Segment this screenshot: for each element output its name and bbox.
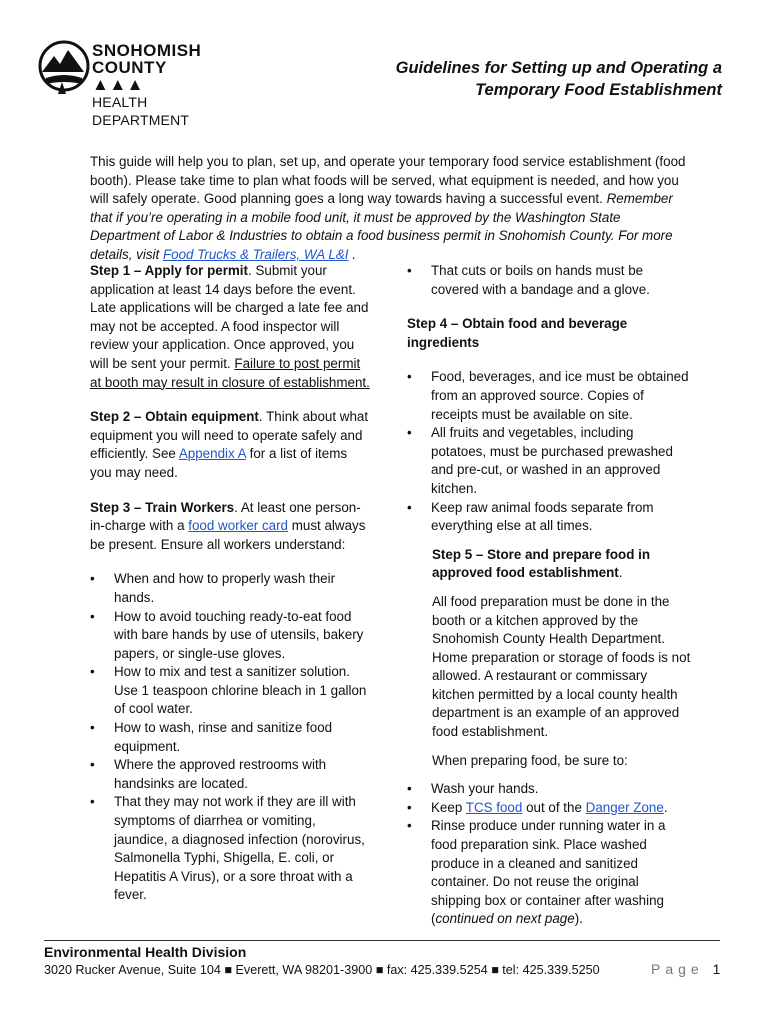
right-column [407,262,692,929]
step5-prep-intro: When preparing food, be sure to: [432,752,628,768]
appendix-a-link[interactable]: Appendix A [178,446,246,462]
step5-paragraph: All food preparation must be done in the booth or a kitchen approved by the Snohomish County Health Department. Home preparation or storage of foods is not allowed. A restaurant or commissary kitchen permitted by a local county health department is an example of an approved food establishment. [432,593,691,740]
step1-body: . Submit your application at least 14 days before the event. Late applications will be charged a late fee and may not be accepted. A food inspector will review your application. Once approved, you will be sent your permit. [90,263,369,371]
step3-heading: Step 3 – Train Workers [90,499,235,515]
step1-section [90,262,372,392]
step3-body-end: must always be present. Ensure all workers understand: [90,518,366,552]
page-number: Page 1 [651,961,721,977]
list-item: • How to wash, rinse and sanitize food equipment. [90,720,333,754]
list-item: • Rinse produce under running water in a food preparation sink. Place washed produce in a cleaned and sanitized container. Do not reuse the original shipping box or container after washing (continued on next page). [407,818,666,927]
title-line-2: Temporary Food Establishment [475,81,722,99]
list-item: • Wash your hands. [407,781,539,797]
step3-body: . At least one person-in-charge with a [90,499,361,534]
step4-bullet-list [407,368,692,535]
tcs-food-link[interactable]: TCS food [465,799,523,815]
county-logo [38,38,218,128]
logo-line-health-department: HEALTH DEPARTMENT [92,94,190,128]
step2-section [90,408,372,482]
intro-italic-note: Remember that if you’re operating in a mobile food unit, it must be approved by the Washington State Department of Labor & Industries to obtain a food business permit in Snohomish County. For more details, visit [90,191,673,262]
list-item: • When and how to properly wash their hands. [90,571,336,605]
list-item: • How to mix and test a sanitizer solution. Use 1 teaspoon chlorine bleach in 1 gallon of cool water. [90,664,367,717]
title-line-1: Guidelines for Setting up and Operating a [395,59,722,77]
step5-heading: Step 5 – Store and prepare food in approved food establishment. [432,546,651,581]
footer-address: 3020 Rucker Avenue, Suite 104 ■ Everett, WA 98201-3900 ■ fax: 425.339.5254 ■ tel: 425.339.5250 [44,963,600,977]
step2-heading: Step 2 – Obtain equipment [90,409,259,425]
step1-heading: Step 1 – Apply for permit [90,263,248,278]
step2-body-end: for a list of items you may need. [90,446,348,480]
intro-text: This guide will help you to plan, set up, and operate your temporary food service establishment (food booth). Please take time to plan what foods will be served, what equipment is needed, and how you will safely operate. Good planning goes a long way towards having a successful event. [90,154,686,207]
footer-division: Environmental Health Division [44,944,247,960]
list-item: • Food, beverages, and ice must be obtained from an approved source. Copies of receipts must be available on site. [407,369,689,422]
step5-bullet-list [407,780,692,929]
list-item: • That cuts or boils on hands must be covered with a bandage and a glove. [407,263,650,297]
intro-paragraph [90,153,690,265]
document-title [322,57,722,101]
danger-zone-link[interactable]: Danger Zone [585,799,664,815]
list-item: • That they may not work if they are ill with symptoms of diarrhea or vomiting, jaundice, a diagnosed infection (norovirus, Salmonella Typhi, Shigella, E. coli, or Hepatitis A Virus), or a sore throat with a fever. [90,794,365,903]
list-item: • Keep raw animal foods separate from everything else at all times. [407,499,654,534]
logo-line-county: COUNTY [92,58,167,77]
step1-warning: Failure to post permit at booth may result in closure of establishment. [90,355,370,390]
logo-line-snohomish: SNOHOMISH [92,41,202,60]
food-trucks-link[interactable]: Food Trucks & Trailers, WA L&I [162,246,349,262]
list-item: • How to avoid touching ready-to-eat food with bare hands by use of utensils, bakery papers, or single-use gloves. [90,608,364,661]
left-column [90,262,372,905]
step3-bullet-list [90,570,372,905]
mountain-logo-icon [38,38,90,98]
intro-after-link: . [352,246,356,262]
trees-icon: ▲▲▲ [92,75,144,94]
step3-continued-list [407,262,692,299]
step4-heading: Step 4 – Obtain food and beverage ingredients [407,316,628,350]
step2-body: . Think about what equipment you will need to operate safely and efficiently. See [90,409,369,462]
footer-divider [44,940,720,941]
list-item: • Where the approved restrooms with handsinks are located. [90,757,327,791]
food-worker-card-link[interactable]: food worker card [188,518,288,534]
step3-section [90,499,372,555]
list-item: • All fruits and vegetables, including potatoes, must be purchased prewashed and pre-cut, or washed in an approved kitchen. [407,425,673,496]
list-item: • Keep TCS food out of the Danger Zone. [407,799,668,815]
